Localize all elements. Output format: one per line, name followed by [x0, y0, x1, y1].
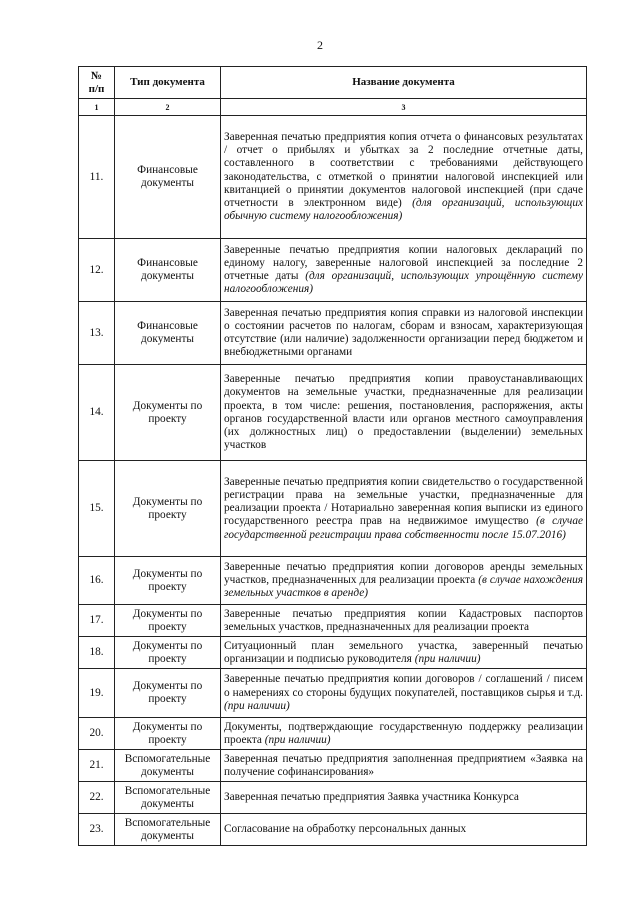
document-text: Заверенные печатью предприятия копии налоговых деклараций по единому налогу, заверенные налоговой инспекцией за последние 2 отчетные даты	[224, 243, 583, 283]
document-name	[221, 302, 587, 365]
document-type: Финансовые документы	[115, 116, 221, 239]
table-row	[79, 116, 587, 239]
table-row	[79, 637, 587, 669]
column-index-1: 1	[79, 99, 115, 116]
document-name	[221, 669, 587, 718]
document-text: Заверенная печатью предприятия копия отчета о финансовых результатах / отчет о прибылях и убытках за 2 последние отчетные даты, составленного в соответствии с требованиями действующего законодательства, с отметкой о принятии налоговой инспекцией или квитанцией о принятии документов налоговой инспекцией (при сдаче отчетности в электронном виде)	[224, 131, 583, 210]
document-note: (в случае нахождения земельных участков в аренде)	[224, 574, 583, 600]
document-text: Заверенные печатью предприятия копии договоров / соглашений / писем о намерениях со стороны будущих покупателей, поставщиков сырья и т.д.	[224, 673, 583, 699]
document-name	[221, 718, 587, 750]
document-name	[221, 461, 587, 557]
row-number: 18.	[79, 637, 115, 669]
table-row	[79, 718, 587, 750]
document-text: Заверенная печатью предприятия заполненная предприятием «Заявка на получение софинансирования»	[224, 752, 583, 778]
document-name	[221, 814, 587, 846]
document-name	[221, 365, 587, 461]
document-text: Заверенные печатью предприятия копии договоров аренды земельных участков, предназначенных для реализации проекта	[224, 560, 583, 587]
documents-table	[78, 66, 587, 846]
table-row	[79, 669, 587, 718]
document-type: Вспомогательные документы	[115, 750, 221, 782]
document-note: (при наличии)	[264, 733, 331, 746]
document-note: (для организаций, использующих упрощённую систему налогообложения)	[224, 270, 583, 296]
document-text: Заверенные печатью предприятия копии Кадастровых паспортов земельных участков, предназначенных для реализации проекта	[224, 607, 583, 633]
document-type: Вспомогательные документы	[115, 782, 221, 814]
document-name	[221, 557, 587, 605]
document-type: Документы по проекту	[115, 365, 221, 461]
document-name	[221, 750, 587, 782]
document-type: Вспомогательные документы	[115, 814, 221, 846]
document-text: Заверенная печатью предприятия Заявка участника Конкурса	[224, 791, 519, 804]
row-number: 21.	[79, 750, 115, 782]
document-type: Документы по проекту	[115, 637, 221, 669]
document-type: Документы по проекту	[115, 718, 221, 750]
table-row	[79, 365, 587, 461]
table-row	[79, 239, 587, 302]
row-number: 20.	[79, 718, 115, 750]
document-note: (при наличии)	[224, 699, 290, 712]
row-number: 14.	[79, 365, 115, 461]
header-num	[79, 67, 115, 99]
document-type: Документы по проекту	[115, 557, 221, 605]
table-row	[79, 782, 587, 814]
header-num-label: № п/п	[88, 70, 105, 95]
document-text: Документы, подтверждающие государственную поддержку реализации проекта	[224, 720, 583, 746]
row-number: 15.	[79, 461, 115, 557]
column-index-3: 3	[221, 99, 587, 116]
table-row	[79, 302, 587, 365]
document-text: Заверенные печатью предприятия копии свидетельство о государственной регистрации права на земельные участки, предназначенные для реализации проекта / Нотариально заверенная копия выписки из единого государственного реестра прав на недвижимое имущество	[224, 475, 583, 528]
document-text: Заверенные печатью предприятия копии правоустанавливающих документов на земельные участки, предназначенные для реализации проекта, в том числе: решения, постановления, распоряжения, акты органов государственной власти или органов местного самоуправления (их должностных лиц) о предоставлении (выделении) земельных участков	[224, 373, 583, 452]
document-type: Финансовые документы	[115, 239, 221, 302]
table-row	[79, 605, 587, 637]
document-note: (при наличии)	[414, 652, 481, 665]
table-row	[79, 461, 587, 557]
row-number: 16.	[79, 557, 115, 605]
document-type: Финансовые документы	[115, 302, 221, 365]
document-note: (в случае государственной регистрации права собственности после 15.07.2016)	[224, 515, 583, 541]
document-type: Документы по проекту	[115, 669, 221, 718]
table-row	[79, 750, 587, 782]
document-type: Документы по проекту	[115, 461, 221, 557]
page-number: 2	[317, 38, 323, 52]
document-text: Заверенная печатью предприятия копия справки из налоговой инспекции о состоянии расчетов по налогам, сборам и взносам, характеризующая отсутствие (или наличие) задолженности организации перед бюджетом и внебюджетными органами	[224, 306, 583, 359]
row-number: 13.	[79, 302, 115, 365]
column-index-2: 2	[115, 99, 221, 116]
row-number: 12.	[79, 239, 115, 302]
row-number: 22.	[79, 782, 115, 814]
document-text: Ситуационный план земельного участка, заверенный печатью организации и подписью руководителя	[224, 639, 583, 665]
row-number: 19.	[79, 669, 115, 718]
column-index-row	[79, 99, 587, 116]
header-type: Тип документа	[115, 67, 221, 99]
row-number: 11.	[79, 116, 115, 239]
row-number: 23.	[79, 814, 115, 846]
table-row	[79, 814, 587, 846]
document-type: Документы по проекту	[115, 605, 221, 637]
row-number: 17.	[79, 605, 115, 637]
document-name	[221, 637, 587, 669]
document-name	[221, 605, 587, 637]
header-name: Название документа	[221, 67, 587, 99]
table-row	[79, 557, 587, 605]
document-name	[221, 116, 587, 239]
document-name	[221, 782, 587, 814]
document-note: (для организаций, использующих обычную систему налогообложения)	[224, 197, 583, 223]
document-name	[221, 239, 587, 302]
table-header-row	[79, 67, 587, 99]
document-text: Согласование на обработку персональных данных	[224, 823, 467, 836]
